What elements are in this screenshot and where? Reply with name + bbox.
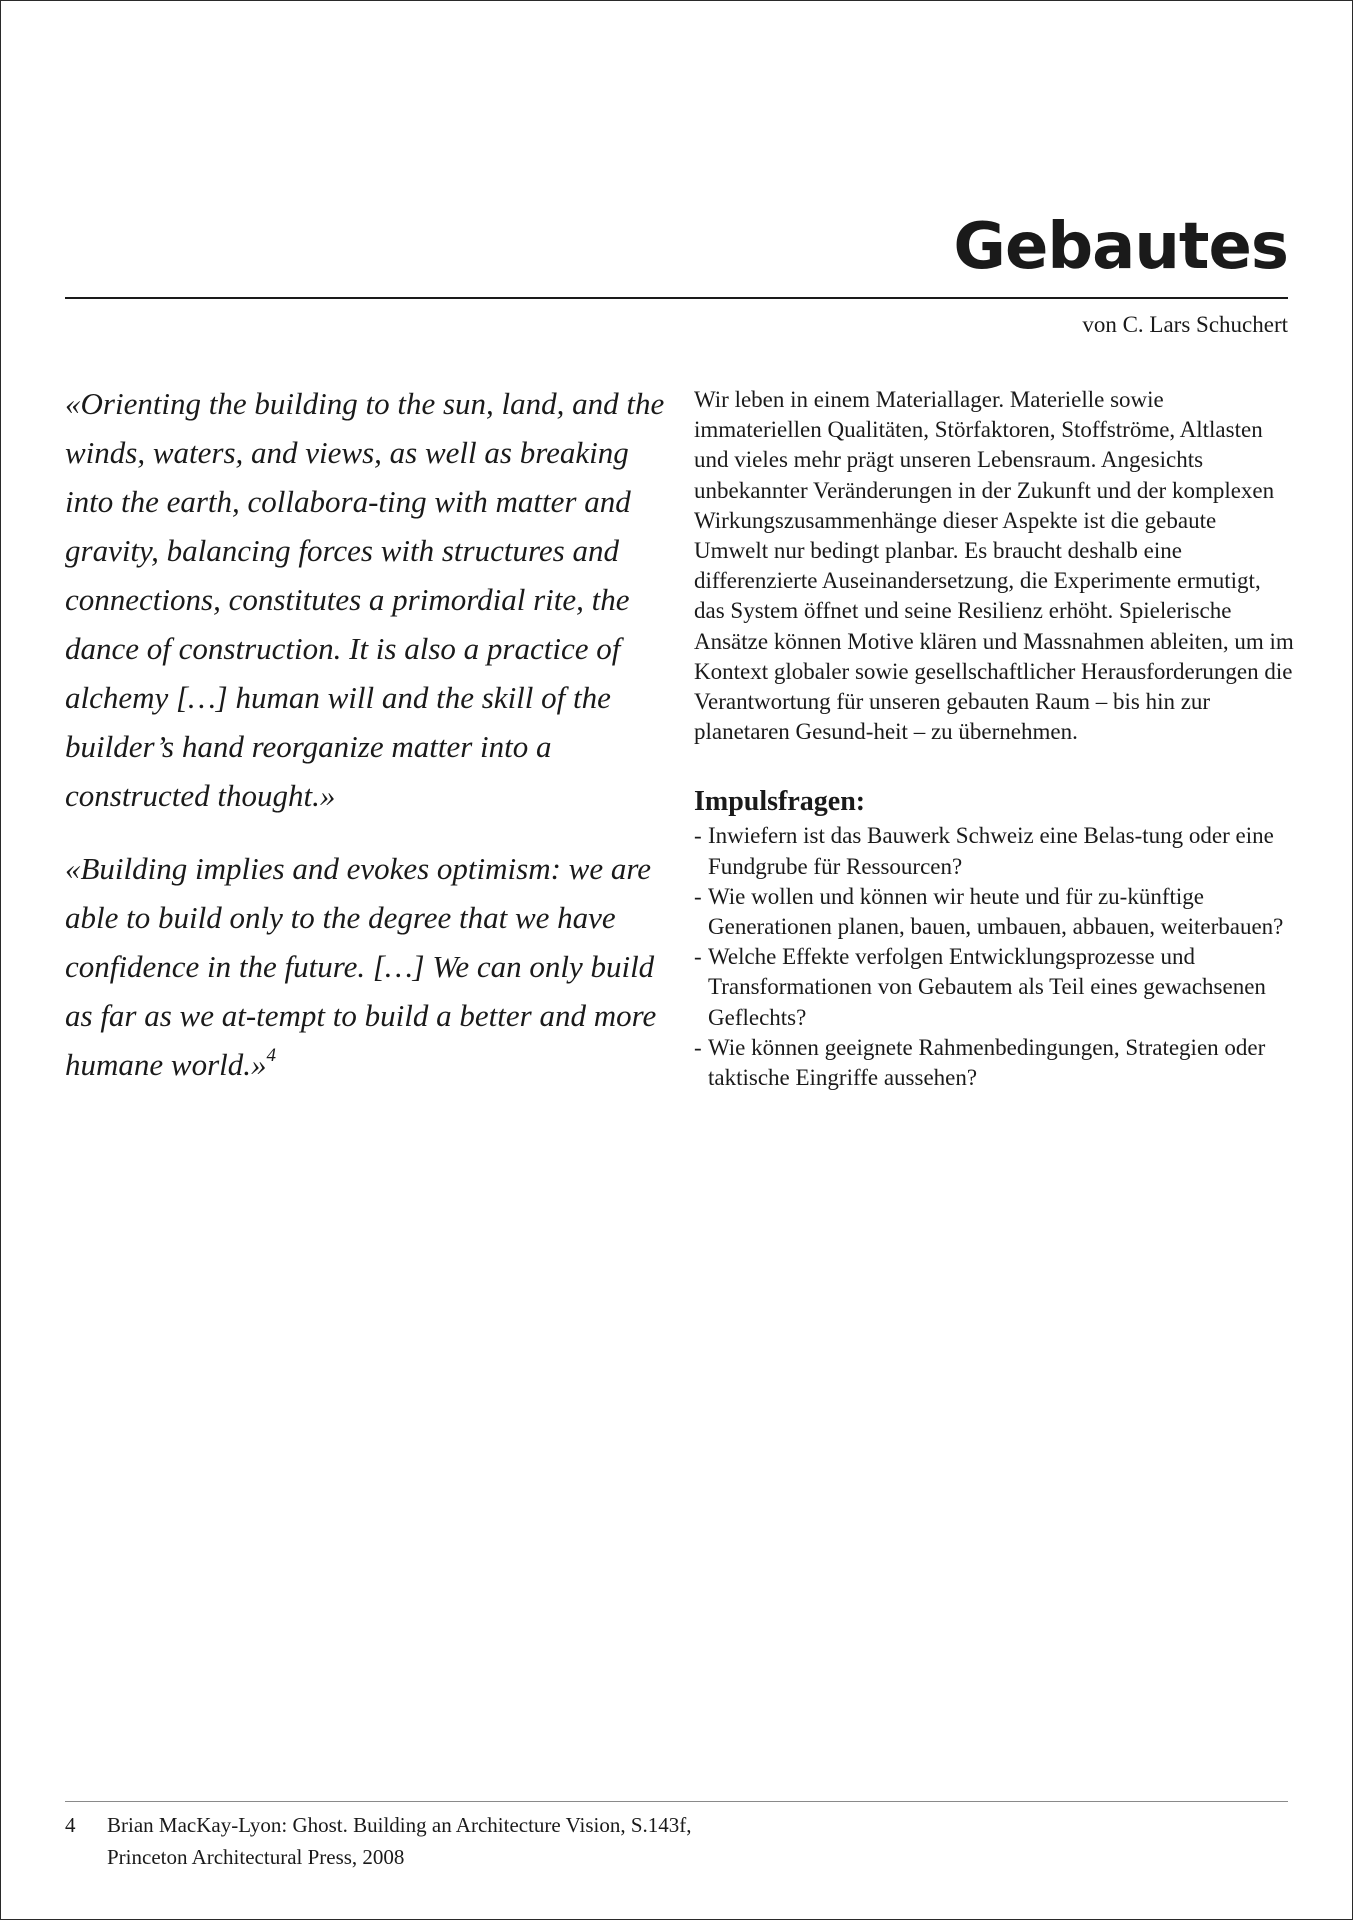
footnote-text: Brian MacKay-Lyon: Ghost. Building an Architecture Vision, S.143f, Princeton Architectural Press, 2008 <box>107 1813 692 1869</box>
question-text: Welche Effekte verfolgen Entwicklungsprozesse und Transformationen von Gebautem als Teil eines gewachsenen Geflechts? <box>708 944 1266 1030</box>
dash-bullet: - <box>694 883 702 909</box>
quote-text: «Orienting the building to the sun, land, and the winds, waters, and views, as well as breaking into the earth, collabora-ting with matter and gravity, balancing forces with structures and connections, constitutes a primordial rite, the dance of construction. It is also a practice of alchemy […] human will and the skill of the builder’s hand reorganize matter into a constructed thought.» <box>65 386 665 813</box>
dash-bullet: - <box>694 1034 702 1060</box>
question-text: Inwiefern ist das Bauwerk Schweiz eine Belas-tung oder eine Fundgrube für Ressourcen? <box>708 823 1274 879</box>
footnote-divider <box>65 1801 1288 1802</box>
quote-paragraph <box>65 844 665 1089</box>
quote-paragraph <box>65 379 665 820</box>
dash-bullet: - <box>694 823 702 849</box>
impulse-questions-list <box>694 821 1294 1093</box>
body-column <box>694 385 1294 1093</box>
dash-bullet: - <box>694 944 702 970</box>
impulse-questions-heading: Impulsfragen: <box>694 786 866 818</box>
page-title: Gebautes <box>953 210 1288 284</box>
title-divider <box>65 297 1288 299</box>
author-byline: von C. Lars Schuchert <box>1082 312 1288 337</box>
question-text: Wie können geeignete Rahmenbedingungen, Strategien oder taktische Eingriffe aussehen? <box>708 1034 1266 1091</box>
footnote-number: 4 <box>65 1813 76 1837</box>
question-text: Wie wollen und können wir heute und für zu-künftige Generationen planen, bauen, umbauen, abbauen, weiterbauen? <box>708 883 1284 940</box>
list-item <box>694 942 1294 1033</box>
footnote <box>65 1809 765 1873</box>
footnote-marker: 4 <box>266 1045 276 1066</box>
quotes-column <box>65 379 665 1113</box>
body-paragraph: Wir leben in einem Materiallager. Materielle sowie immateriellen Qualitäten, Störfaktoren, Stoffströme, Altlasten und vieles mehr prägt unseren Lebensraum. Angesichts unbekannter Veränderungen in der Zukunft und der komplexen Wirkungszusammenhänge dieser Aspekte ist die gebaute Umwelt nur bedingt planbar. Es braucht deshalb eine differenzierte Auseinandersetzung, die Experimente ermutigt, das System öffnet und seine Resilienz erhöht. Spielerische Ansätze können Motive klären und Massnahmen ableiten, um im Kontext globaler sowie gesellschaftlicher Herausforderungen die Verantwortung für unseren gebauten Raum – bis hin zur planetaren Gesund-heit – zu übernehmen. <box>694 387 1294 745</box>
list-item <box>694 882 1294 942</box>
list-item <box>694 1033 1294 1093</box>
quote-text: «Building implies and evokes optimism: we are able to build only to the degree that we have confidence in the future. […] We can only build as far as we at-tempt to build a better and more humane world.» <box>65 851 657 1082</box>
list-item <box>694 821 1294 881</box>
